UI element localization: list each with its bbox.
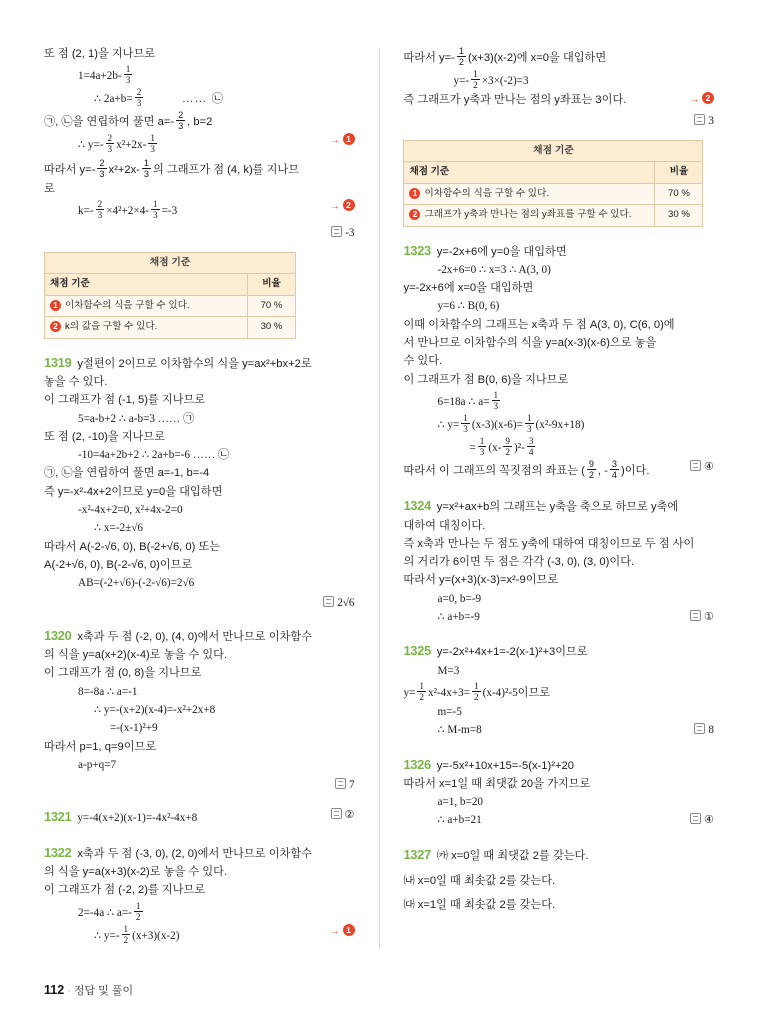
question-heading: 1323 y=-2x+6에 y=0을 대입하면 xyxy=(403,242,567,258)
fraction: $\frac{2}{3}$ xyxy=(136,86,142,109)
equation-line: -10=4a+2b+2 ∴ 2a+b=-6 …… ㉡ xyxy=(78,449,230,462)
equation-line: y=- $\frac{1}{2}$ ×3×(-2)=3 xyxy=(453,68,529,90)
solution-1325 xyxy=(403,641,714,740)
text-line: y=-2x+6에 x=0을 대입하면 xyxy=(403,282,534,295)
text-line: 이 그래프가 점 (-2, 2)를 지나므로 xyxy=(44,884,206,897)
answer-icon xyxy=(331,808,342,819)
reference-tag: …… ㉡ xyxy=(182,93,225,106)
fraction: $\frac{1}{3}$ xyxy=(153,198,158,221)
solution-1326 xyxy=(403,755,714,831)
equation-line: y= $\frac{1}{2}$ x²-4x+3= $\frac{1}{2}$ (x-4)²-5이므로 xyxy=(403,680,551,703)
rubric-ratio-cell: 30 % xyxy=(655,205,703,226)
rubric-dot-1: 1 xyxy=(50,300,61,311)
answer-icon xyxy=(335,778,346,789)
fraction: $\frac{1}{2}$ xyxy=(458,45,464,67)
continued-solution-1318 xyxy=(44,46,355,242)
rubric-marker-1: → 1 xyxy=(330,133,355,148)
question-number: 1325 xyxy=(403,643,431,659)
question-number: 1322 xyxy=(44,844,72,860)
continued-solution-1322 xyxy=(403,46,714,130)
question-heading: 1319 y절편이 2이므로 이차함수의 식을 y=ax²+bx+2로 xyxy=(44,354,312,370)
equation-line: ∴ y=- $\frac{2}{3}$ x²+2x- $\frac{1}{3}$ → 1 xyxy=(44,133,355,155)
rubric-col-criteria: 채점 기준 xyxy=(404,162,655,183)
fraction: $\frac{1}{3}$ xyxy=(143,157,150,179)
solution-1320 xyxy=(44,626,355,794)
equation-line: ∴ y= $\frac{1}{3}$ (x-3)(x-6)= $\frac{1}{3}$ (x²-9x+18) xyxy=(437,413,585,435)
answer-label: 7 xyxy=(44,777,355,794)
text-line: A(-2+√6, 0), B(-2-√6, 0)이므로 xyxy=(44,558,193,571)
equation-line: ∴ x=-2±√6 xyxy=(94,522,144,535)
question-heading: 1321 y=-4(x+2)(x-1)=-4x²-4x+8 ② xyxy=(44,809,355,825)
equation-line: a=1, b=20 xyxy=(437,796,484,809)
fraction: $\frac{1}{2}$ xyxy=(123,923,129,945)
rubric-ratio-cell: 70 % xyxy=(655,183,703,204)
equation-line: ∴ 2a+b= $\frac{2}{3}$ …… ㉡ xyxy=(94,86,225,109)
rubric-col-ratio: 비율 xyxy=(655,162,703,183)
fraction: $\frac{9}{2}$ xyxy=(505,436,511,458)
text-line: ㉠, ㉡을 연립하여 풀면 a=-1, b=-4 xyxy=(44,467,210,480)
fraction: $\frac{1}{3}$ xyxy=(125,63,131,86)
rubric-table-right xyxy=(403,140,703,227)
text-line: 따라서 A(-2-√6, 0), B(-2+√6, 0) 또는 xyxy=(44,540,221,553)
equation-line: 2=-4a ∴ a=- $\frac{1}{2}$ xyxy=(78,900,141,922)
text-line: ㈐ x=1일 때 최솟값 2를 갖는다. xyxy=(403,899,556,912)
table-row xyxy=(404,205,703,226)
equation-line: ∴ M-m=8 8 xyxy=(403,722,714,739)
answer-icon xyxy=(690,610,701,621)
fraction: $\frac{2}{3}$ xyxy=(107,132,113,155)
equation-line: ∴ a+b=-9 ① xyxy=(403,609,714,626)
equation-line: 1=4a+2b- $\frac{1}{3}$ xyxy=(78,63,131,86)
text-line: 이 그래프가 점 (0, 8)을 지나므로 xyxy=(44,667,202,680)
rubric-ratio-cell: 70 % xyxy=(248,295,296,316)
rubric-criteria-cell: 2 k의 값을 구할 수 있다. xyxy=(45,317,248,338)
text-line: 놓을 수 있다. xyxy=(44,375,108,388)
text-line: 따라서 y=- $\frac{2}{3}$ x²+2x- $\frac{1}{3}$ 의 그래프가 점 (4, k)를 지나므 xyxy=(44,157,300,179)
equation-line: = $\frac{1}{3}$ (x- $\frac{9}{2}$ )²- $\frac{3}{4}$ xyxy=(469,436,534,458)
answer-label: ② xyxy=(331,807,355,824)
answer-icon xyxy=(331,226,342,237)
question-heading: 1327 ㈎ x=0일 때 최댓값 2를 갖는다. xyxy=(403,846,589,862)
page-number: 112 xyxy=(44,983,65,997)
text-line: 이 그래프가 점 B(0, 6)을 지나므로 xyxy=(403,373,569,386)
equation-line: -2x+6=0 ∴ x=3 ∴ A(3, 0) xyxy=(437,263,551,276)
solution-1324 xyxy=(403,496,714,627)
answer-label: 8 xyxy=(694,722,714,739)
solution-1319 xyxy=(44,353,355,612)
footer-label: 정답 및 풀이 xyxy=(73,985,134,997)
solution-1321 xyxy=(44,807,355,828)
question-number: 1321 xyxy=(44,809,72,825)
answer-label: ① xyxy=(690,609,714,626)
rubric-dot-2: 2 xyxy=(409,209,420,220)
right-column xyxy=(403,44,714,964)
text-line: 즉 y=-x²-4x+2이므로 y=0을 대입하면 xyxy=(44,485,223,498)
left-column xyxy=(44,44,355,964)
text-line: 로 xyxy=(44,182,55,195)
fraction: $\frac{1}{2}$ xyxy=(474,680,479,703)
question-number: 1319 xyxy=(44,354,72,370)
equation-line: ∴ a+b=21 ④ xyxy=(403,812,714,829)
rubric-marker-2: → 2 xyxy=(689,92,714,107)
answer-icon xyxy=(694,114,705,125)
question-heading: 1324 y=x²+ax+b의 그래프는 y축을 축으로 하므로 y축에 xyxy=(403,498,679,514)
fraction: $\frac{1}{2}$ xyxy=(473,68,478,90)
rubric-dot-2: 2 xyxy=(50,321,61,332)
question-heading: 1322 x축과 두 점 (-3, 0), (2, 0)에서 만나므로 이차함수 xyxy=(44,844,312,860)
fraction: $\frac{1}{3}$ xyxy=(526,413,532,435)
fraction: $\frac{2}{3}$ xyxy=(178,109,184,132)
question-number: 1326 xyxy=(403,756,431,772)
rubric-caption: 채점 기준 xyxy=(44,252,296,274)
text-line: 서 만나므로 이차함수의 식을 y=a(x-3)(x-6)으로 놓을 xyxy=(403,337,657,350)
text-line: ㈏ x=0일 때 최솟값 2를 갖는다. xyxy=(403,874,556,887)
two-column-layout xyxy=(44,44,714,964)
question-number: 1320 xyxy=(44,627,72,643)
equation-line: m=-5 xyxy=(437,705,462,718)
fraction: $\frac{1}{3}$ xyxy=(493,389,499,412)
equation-line: 6=18a ∴ a= $\frac{1}{3}$ xyxy=(437,389,499,412)
answer-label: 2√6 xyxy=(44,595,355,612)
solution-1322 xyxy=(44,843,355,947)
equation-line: =-(x-1)²+9 xyxy=(110,722,158,735)
text-line: ㉠, ㉡을 연립하여 풀면 a=- $\frac{2}{3}$ , b=2 xyxy=(44,109,213,132)
solution-1327 xyxy=(403,845,714,914)
table-row xyxy=(45,317,296,338)
text-line: 대하여 대칭이다. xyxy=(403,519,486,532)
text-line: 의 거리가 6이면 두 점은 각각 (-3, 0), (3, 0)이다. xyxy=(403,556,635,569)
text-line: 따라서 y=- $\frac{1}{2}$ (x+3)(x-2)에 x=0을 대입하면 xyxy=(403,45,607,67)
table-row xyxy=(404,183,703,204)
question-heading: 1326 y=-5x²+10x+15=-5(x-1)²+20 xyxy=(403,756,574,772)
text-line: 즉 x축과 만나는 두 점도 y축에 대하여 대칭이므로 두 점 사이 xyxy=(403,537,695,550)
answer-icon xyxy=(694,723,705,734)
fraction: $\frac{2}{3}$ xyxy=(99,157,105,179)
fraction: $\frac{1}{2}$ xyxy=(419,680,424,703)
equation-line: -x²-4x+2=0, x²+4x-2=0 xyxy=(78,504,183,516)
answer-icon xyxy=(690,813,701,824)
equation-line: 8=-8a ∴ a=-1 xyxy=(78,685,138,698)
footer-separator: · xyxy=(67,985,71,997)
fraction: $\frac{2}{3}$ xyxy=(97,198,103,221)
equation-line: 5=a-b+2 ∴ a-b=3 …… ㉠ xyxy=(78,412,195,425)
fraction: $\frac{3}{4}$ xyxy=(528,436,534,458)
question-number: 1327 xyxy=(403,846,431,862)
rubric-marker-2: → 2 xyxy=(330,199,355,214)
text-line: 즉 그래프가 y축과 만나는 점의 y좌표는 3이다. → 2 xyxy=(403,92,714,109)
equation-line: k=- $\frac{2}{3}$ ×4²+2×4- $\frac{1}{3}$ =-3 → 2 xyxy=(44,199,355,221)
equation-line: M=3 xyxy=(437,664,460,677)
text-line: 따라서 x=1일 때 최댓값 20을 가지므로 xyxy=(403,777,591,790)
answer-label: 3 xyxy=(403,113,714,130)
text-line: 이 그래프가 점 (-1, 5)를 지나므로 xyxy=(44,394,206,407)
page-footer xyxy=(44,982,133,998)
text-line: 따라서 y=(x+3)(x-3)=x²-9이므로 xyxy=(403,574,559,587)
rubric-col-ratio: 비율 xyxy=(248,274,296,295)
rubric-caption: 채점 기준 xyxy=(403,140,703,162)
answer-icon xyxy=(690,460,701,471)
answer-label: -3 xyxy=(44,225,355,242)
equation-line: a=0, b=-9 xyxy=(437,592,482,605)
question-number: 1324 xyxy=(403,498,431,514)
table-row xyxy=(45,295,296,316)
rubric-marker-1: → 1 xyxy=(330,924,355,939)
text-line: 의 식을 y=a(x+2)(x-4)로 놓을 수 있다. xyxy=(44,649,228,662)
fraction: $\frac{1}{3}$ xyxy=(479,436,485,458)
column-divider xyxy=(379,48,380,948)
rubric-criteria-cell: 1 이차함수의 식을 구할 수 있다. xyxy=(45,295,248,316)
rubric-criteria-cell: 2 그래프가 y축과 만나는 점의 y좌표를 구할 수 있다. xyxy=(404,205,655,226)
question-number: 1323 xyxy=(403,242,431,258)
text-line: 의 식을 y=a(x+3)(x-2)로 놓을 수 있다. xyxy=(44,866,228,879)
rubric-table-left xyxy=(44,252,296,339)
answer-label: ④ xyxy=(690,812,714,829)
answer-label: ④ xyxy=(690,459,714,476)
fraction: $\frac{1}{3}$ xyxy=(150,132,155,155)
text-line: 또 점 (2, -10)을 지나므로 xyxy=(44,430,166,443)
text-line: 따라서 이 그래프의 꼭짓점의 좌표는 ( $\frac{9}{2}$ , - $\frac{3}{4}$ )이다. ④ xyxy=(403,459,714,481)
equation-line: ∴ y=-(x+2)(x-4)=-x²+2x+8 xyxy=(94,703,216,716)
rubric-criteria-cell: 1 이차함수의 식을 구할 수 있다. xyxy=(404,183,655,204)
rubric-col-criteria: 채점 기준 xyxy=(45,274,248,295)
fraction: $\frac{1}{3}$ xyxy=(463,413,468,435)
answer-icon xyxy=(323,596,334,607)
rubric-ratio-cell: 30 % xyxy=(248,317,296,338)
text-line: 또 점 (2, 1)을 지나므로 xyxy=(44,47,156,60)
fraction: $\frac{9}{2}$ xyxy=(588,459,594,481)
equation-line: ∴ y=- $\frac{1}{2}$ (x+3)(x-2) → 1 xyxy=(44,924,355,946)
solution-1323 xyxy=(403,241,714,483)
text-line: 이때 이차함수의 그래프는 x축과 두 점 A(3, 0), C(6, 0)에 xyxy=(403,318,675,331)
equation-line: AB=(-2+√6)-(-2-√6)=2√6 xyxy=(78,577,195,590)
text-line: 따라서 p=1, q=9이므로 xyxy=(44,740,157,753)
question-heading: 1325 y=-2x²+4x+1=-2(x-1)²+3이므로 xyxy=(403,643,588,659)
equation-line: a-p+q=7 xyxy=(78,758,117,771)
fraction: $\frac{1}{2}$ xyxy=(135,900,141,922)
equation-line: y=6 ∴ B(0, 6) xyxy=(437,300,500,313)
fraction: $\frac{3}{4}$ xyxy=(611,459,618,481)
question-heading: 1320 x축과 두 점 (-2, 0), (4, 0)에서 만나므로 이차함수 xyxy=(44,627,312,643)
text-line: 수 있다. xyxy=(403,355,443,368)
rubric-dot-1: 1 xyxy=(409,188,420,199)
